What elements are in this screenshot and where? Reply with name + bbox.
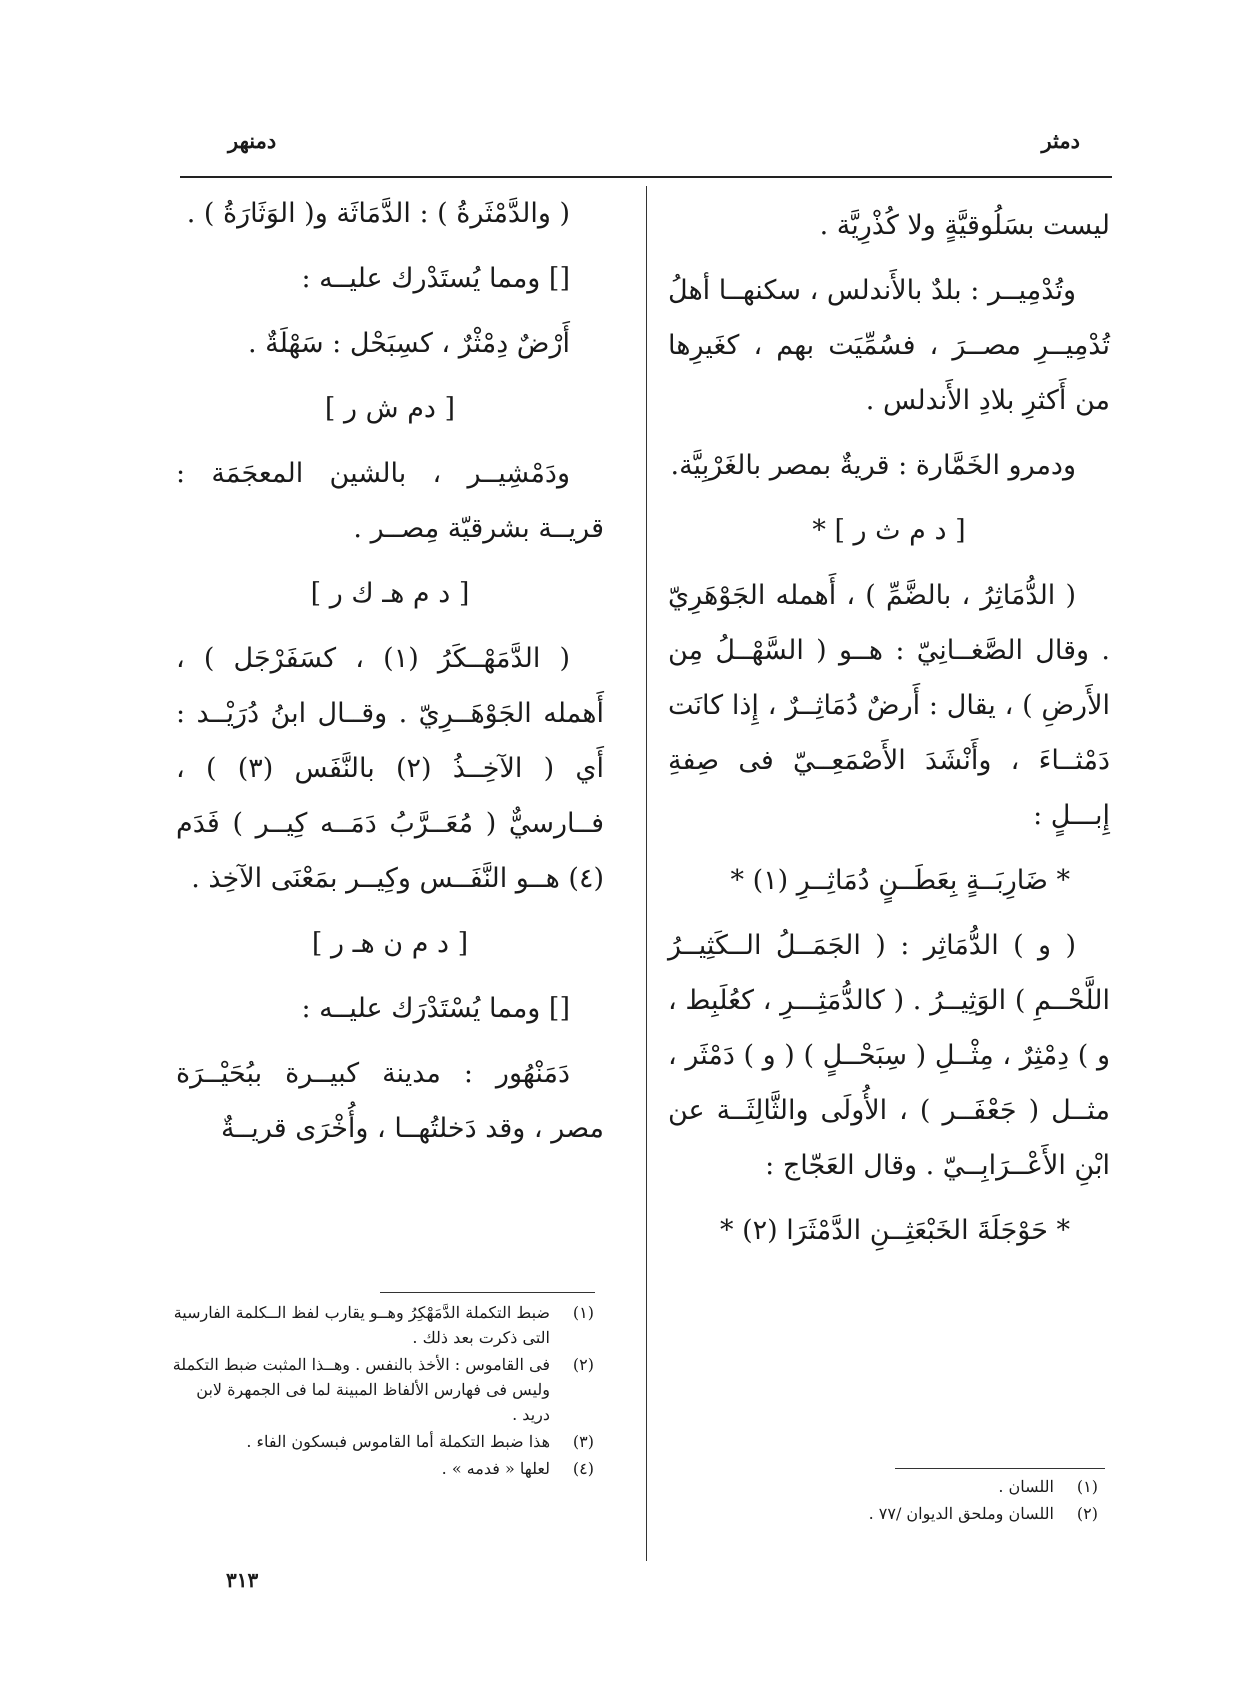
footnote-text: لعلها « فدمه » . — [441, 1459, 550, 1478]
footnote-text: اللسان وملحق الديوان /٧٧ . — [868, 1504, 1054, 1523]
footnote-rule-right — [895, 1468, 1105, 1469]
root-heading: [ د م هـ ك ر ] — [310, 578, 470, 609]
footnote-number: (١) — [1076, 1477, 1098, 1496]
entry-paragraph: ( الدُّمَاثِرُ ، بالضَّمِّ ) ، أَهمله الجَوْهَرِيّ . وقال الصَّغــانِيّ : هــو ( السَّهْــلُ مِن الأَرضِ ) ، يقال : أَرضٌ دُمَاثِــرٌ ، إِذا كانَت دَمْثــاءَ ، وأَنْشَدَ الأَصْمَعِــيّ فى صِفةِ إِبـــلٍ : — [668, 580, 1110, 831]
right-column — [668, 198, 1110, 1268]
footnote — [172, 1300, 594, 1350]
entry-paragraph: ( و ) الدُّمَاثِر : ( الجَمَــلُ الــكَثِيــرُ اللَّحْــمِ ) الوَثِيــرُ . ( كالدُّمَثِـــرِ ، كعُلَبِط ، و ) دِمْثِرٌ ، مِثْــلِ ( سِبَحْــلٍ ) ( و ) دَمْثَر ، مثــل ( جَعْفَــر ) ، الأُولَى والثَّالِثَــة عن ابْنِ الأَعْــرَابِــيّ . وقال العَجّاج : — [668, 930, 1110, 1181]
footnote — [720, 1474, 1098, 1499]
footnote-number: (١) — [572, 1303, 594, 1322]
right-footnotes — [720, 1474, 1098, 1528]
footnote-number: (٢) — [572, 1355, 594, 1374]
footnote-number: (٣) — [572, 1432, 594, 1451]
left-footnotes — [172, 1300, 594, 1483]
entry-paragraph: وتُدْمِيــر : بلدٌ بالأَندلس ، سكنهــا أهلُ تُدْمِيــرِ مصــرَ ، فسُمِّيَت بهم ، كغَيرِها من أَكثرِ بلادِ الأَندلس . — [668, 275, 1110, 416]
footnote — [720, 1501, 1098, 1526]
verse-line: * ضَارِبَــةٍ بِعَطَــنٍ دُمَاثِــرِ (١) * — [730, 865, 1070, 896]
page-number: ٣١٣ — [226, 1568, 259, 1592]
entry-paragraph: ودمرو الخَمَّارة : قريةٌ بمصر بالغَرْبِيَّة. — [670, 450, 1076, 481]
footnote — [172, 1456, 594, 1481]
footnote-text: اللسان . — [998, 1477, 1054, 1496]
footnote-text: فى القاموس : الأخذ بالنفس . وهــذا المثبت ضبط التكملة وليس فى فهارس الألفاظ المبينة لما فى الجمهرة لابن دريد . — [172, 1355, 550, 1424]
root-heading: [ د م ن هـ ر ] — [311, 928, 469, 959]
column-divider — [646, 186, 647, 1561]
header-rule — [180, 176, 1112, 178]
footnote — [172, 1429, 594, 1454]
entry-paragraph: ليست بسَلُوقيَّةٍ ولا كُذْرِيَّة . — [819, 210, 1110, 241]
footnote — [172, 1352, 594, 1427]
footnote-number: (٢) — [1076, 1504, 1098, 1523]
root-heading: [ دم ش ر ] — [324, 393, 456, 424]
footnote-number: (٤) — [572, 1459, 594, 1478]
footnote-rule-left — [380, 1292, 595, 1293]
entry-paragraph: ( والدَّمْثَرةُ ) : الدَّمَاثَة و( الوَثَارَةُ ) . — [186, 198, 570, 229]
root-heading: [ د م ث ر ] * — [812, 515, 966, 546]
entry-paragraph: ودَمْشِيــر ، بالشين المعجَمَة : قريــة بشرقيّة مِصــر . — [176, 458, 604, 544]
entry-paragraph: [] ومما يُسْتَدْرَك عليــه : — [301, 993, 570, 1024]
footnote-text: هذا ضبط التكملة أما القاموس فبسكون الفاء . — [246, 1432, 550, 1451]
running-head-right: دمثر — [1041, 128, 1080, 153]
left-column — [176, 186, 604, 1166]
footnote-text: ضبط التكملة الدَّمَهْكِرُ وهــو يقارب لفظ الــكلمة الفارسية التى ذكرت بعد ذلك . — [173, 1303, 550, 1347]
entry-paragraph: [] ومما يُستَدْرك عليــه : — [301, 263, 570, 294]
entry-paragraph: دَمَنْهُور : مدينة كبيــرة ببُحَيْــرَة مصر ، وقد دَخلتُهــا ، وأُخْرَى قريــةٌ — [176, 1058, 604, 1144]
entry-paragraph: ( الدَّمَهْــكَرُ (١) ، كسَفَرْجَل ) ، أَهمله الجَوْهَــرِيّ . وقــال ابنُ دُرَيْــد : أَي ( الآخِــذُ (٢) بالنَّفَس (٣) ) ، فــارسيٌّ ( مُعَــرَّبُ دَمَــه كِيــر ) فَدَم (٤) هــو النَّفَــس وكِيــر بمَعْنَى الآخِذ . — [176, 643, 604, 894]
running-head-left: دمنهر — [228, 128, 277, 153]
entry-paragraph: أَرْضٌ دِمْثْرٌ ، كسِبَحْل : سَهْلَةٌ . — [247, 328, 570, 359]
verse-line: * حَوْجَلَةَ الخَبْعَثِــنِ الدَّمْثَرَا (٢) * — [719, 1215, 1070, 1246]
